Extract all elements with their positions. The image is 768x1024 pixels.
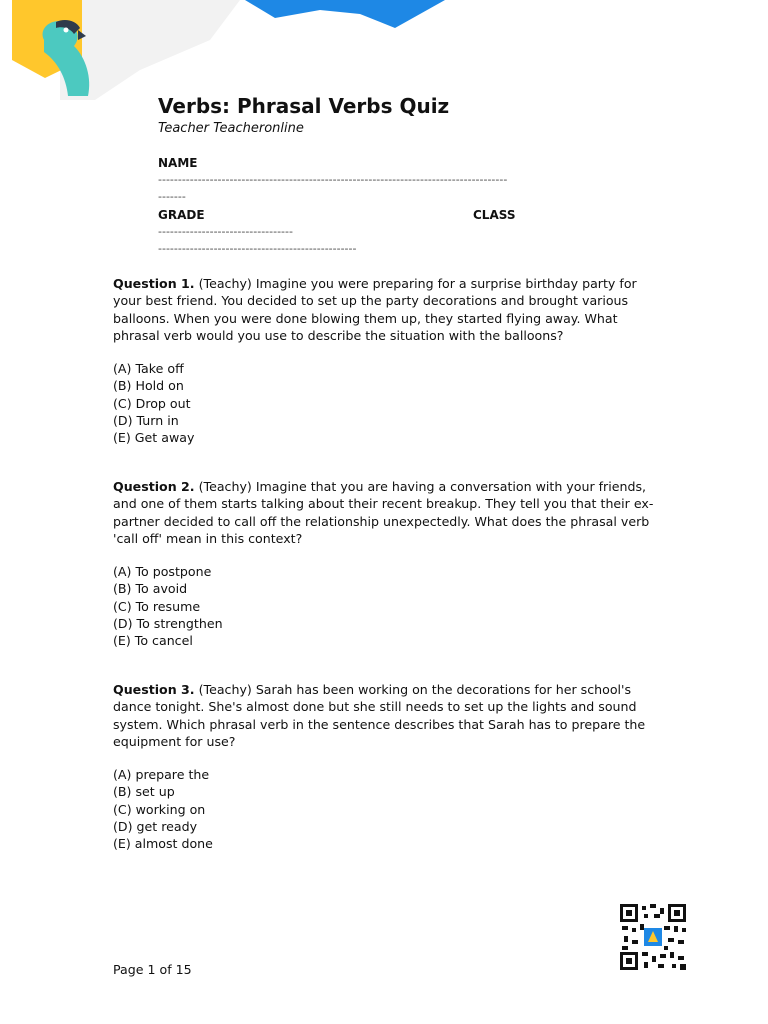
answer-option: (C) Drop out — [113, 395, 191, 411]
answer-option: (A) To postpone — [113, 564, 212, 580]
page-number: Page 1 of 15 — [113, 962, 192, 977]
answer-options — [113, 360, 658, 446]
answer-option: (A) Take off — [113, 361, 184, 377]
question-number: Question 3. — [113, 682, 195, 697]
question-body: (Teachy) Imagine that you are having a conversation with your friends, and one of them starts talking about their recent breakup. They tell you that their ex-partner decided to call off the relationship unexpectedly. What does the phrasal verb 'call off' mean in this context? — [113, 479, 654, 546]
question-item — [113, 478, 658, 650]
answer-option: (D) To strengthen — [113, 616, 223, 632]
question-item — [113, 275, 658, 447]
answer-option: (E) To cancel — [113, 633, 193, 649]
question-text — [113, 478, 658, 547]
answer-option: (B) Hold on — [113, 378, 184, 394]
document-header — [158, 93, 658, 137]
grade-label: GRADE — [158, 208, 205, 222]
class-label: CLASS — [473, 208, 516, 222]
question-body: (Teachy) Imagine you were preparing for a surprise birthday party for your best friend. You decided to set up the party decorations and brought various balloons. When you were done blowing them up, they started flying away. What phrasal verb would you use to describe the situation with the balloons? — [113, 276, 637, 343]
name-line: ---------------------------------------------------------------------------------------- — [158, 173, 508, 186]
answer-option: (B) To avoid — [113, 581, 188, 597]
class-line: -------------------------------------------------- — [158, 242, 357, 255]
answer-option: (D) get ready — [113, 819, 198, 835]
blue-banner-shape — [245, 0, 445, 28]
qr-code-icon — [620, 904, 686, 970]
grade-line: ---------------------------------- — [158, 225, 293, 238]
question-text — [113, 681, 658, 750]
question-number: Question 2. — [113, 479, 195, 494]
answer-option: (D) Turn in — [113, 413, 179, 429]
answer-options — [113, 563, 658, 649]
name-line-continued: ------- — [158, 190, 186, 203]
question-number: Question 1. — [113, 276, 195, 291]
answer-option: (B) set up — [113, 784, 175, 800]
answer-option: (A) prepare the — [113, 767, 210, 783]
question-text — [113, 275, 658, 344]
answer-option: (C) To resume — [113, 598, 201, 614]
answer-option: (E) Get away — [113, 430, 195, 446]
parrot-logo-icon — [12, 0, 89, 96]
answer-option: (C) working on — [113, 801, 206, 817]
answer-options — [113, 766, 658, 852]
name-field-block — [158, 155, 658, 205]
name-label: NAME — [158, 156, 198, 170]
answer-option: (E) almost done — [113, 836, 213, 852]
document-title: Verbs: Phrasal Verbs Quiz — [158, 94, 450, 118]
grade-field-block — [158, 207, 658, 257]
teacher-name: Teacher Teacheronline — [158, 121, 304, 136]
question-body: (Teachy) Sarah has been working on the decorations for her school's dance tonight. She's almost done but she still needs to set up the lights and sound system. Which phrasal verb in the sentence describes that Sarah has to prepare the equipment for use? — [113, 682, 646, 749]
question-item — [113, 681, 658, 853]
header-decoration — [0, 0, 768, 100]
